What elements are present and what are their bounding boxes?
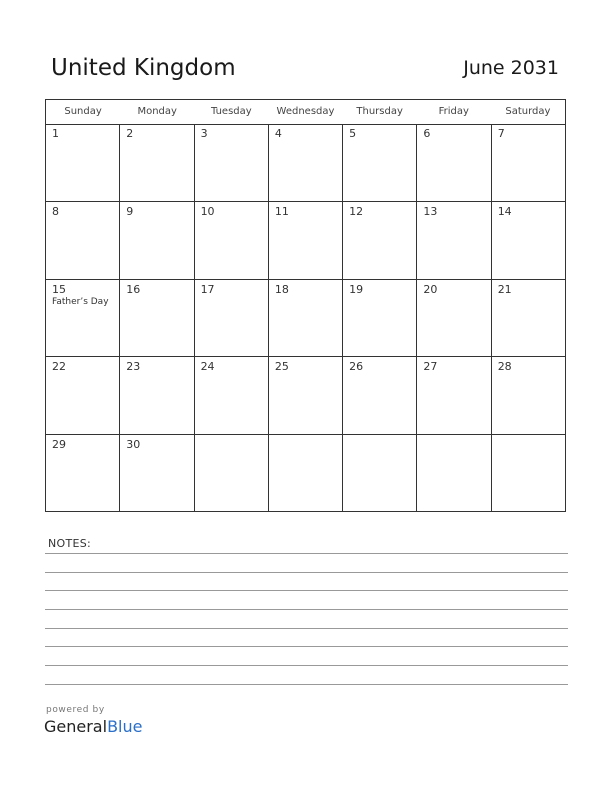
calendar-grid [45,99,566,512]
day-number: 8 [52,205,59,218]
day-number: 30 [126,438,141,451]
page-title: United Kingdom [51,55,236,81]
day-cell [343,435,417,511]
brand-logo[interactable] [44,717,142,736]
day-number: 14 [497,205,512,218]
weekday-header-row [46,100,565,125]
day-number: 29 [52,438,66,451]
day-number: 9 [126,205,134,218]
powered-by-label: powered by [46,705,105,715]
day-cell [417,124,491,201]
weekday-thursday: Thursday [356,106,403,117]
day-cell [46,124,120,201]
day-cell [343,202,417,279]
weekday-monday: Monday [137,106,177,117]
day-cell [195,124,269,201]
note-line [45,590,568,591]
week-row [46,202,565,280]
day-cell [195,280,269,356]
week-row [46,124,565,202]
note-line [45,628,568,629]
brand-blue: Blue [107,717,143,736]
day-number: 15 [52,283,66,296]
brand-general: General [44,717,108,736]
day-cell [417,280,491,356]
day-number: 4 [274,127,282,140]
day-cell [269,357,343,434]
day-cell [417,435,491,511]
notes-label: NOTES: [48,537,92,550]
day-cell [417,202,491,279]
day-cell [269,280,343,356]
day-number: 28 [497,360,512,373]
day-number: 26 [349,360,364,373]
day-number: 6 [423,127,431,140]
day-cell [269,124,343,201]
day-number: 18 [274,283,289,296]
day-cell [492,202,565,279]
day-cell [492,435,565,511]
day-number: 5 [349,127,357,140]
day-number: 2 [126,127,134,140]
note-line [45,646,568,647]
day-cell [120,124,194,201]
note-line [45,572,568,573]
day-cell [46,202,120,279]
day-number: 19 [349,283,364,296]
day-number: 11 [274,205,289,218]
note-line [45,553,568,554]
day-number: 16 [126,283,141,296]
day-number: 21 [497,283,512,296]
weekday-saturday: Saturday [505,106,551,117]
note-line [45,684,568,685]
day-cell [46,435,120,511]
day-cell [120,435,194,511]
weekday-sunday: Sunday [64,106,102,117]
day-cell [120,280,194,356]
day-number: 20 [423,283,438,296]
day-number: 13 [423,205,438,218]
day-cell [46,357,120,434]
week-row [46,435,565,511]
day-cell [195,202,269,279]
week-row [46,280,565,357]
day-cell [269,202,343,279]
day-cell [492,357,565,434]
weekday-tuesday: Tuesday [211,106,252,117]
day-number: 23 [126,360,141,373]
day-cell [343,357,417,434]
month-year-label: June 2031 [463,57,559,79]
day-number: 22 [52,360,66,373]
day-number: 12 [349,205,364,218]
day-number: 3 [200,127,208,140]
day-cell [343,124,417,201]
day-cell [343,280,417,356]
day-number: 10 [200,205,215,218]
day-cell [46,280,120,356]
day-cell [492,280,565,356]
day-cell [195,357,269,434]
day-cell [120,202,194,279]
note-line [45,665,568,666]
day-number: 27 [423,360,438,373]
weekday-friday: Friday [438,106,469,117]
day-number: 17 [200,283,215,296]
day-cell [417,357,491,434]
note-line [45,609,568,610]
day-cell [269,435,343,511]
day-number: 7 [497,127,505,140]
day-number: 25 [274,360,289,373]
day-cell [492,124,565,201]
day-cell [195,435,269,511]
day-number: 24 [200,360,215,373]
week-row [46,357,565,435]
weekday-wednesday: Wednesday [276,106,335,117]
day-number: 1 [52,127,59,140]
day-event-label: Father’s Day [52,297,109,307]
day-cell [120,357,194,434]
